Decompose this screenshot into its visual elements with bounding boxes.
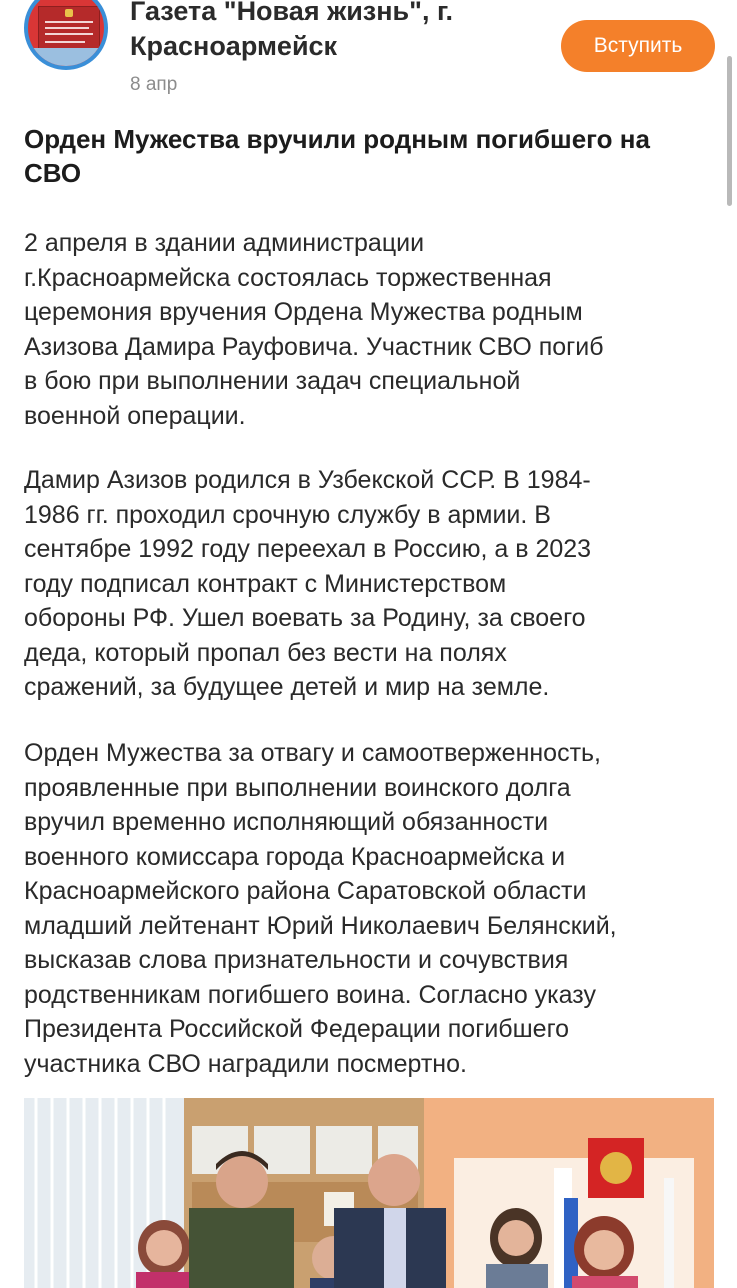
channel-name[interactable]: Газета "Новая жизнь", г. Красноармейск xyxy=(130,0,453,61)
post-paragraph: Дамир Азизов родился в Узбекской ССР. В 1984- 1986 гг. проходил срочную службу в армии. В сентябре 1992 году переехал в Россию, а в 2023 году подписал контракт с Министерством обороны РФ. Ушел воевать за Родину, за своего деда, который пропал без вести на полях сражений, за будущее детей и мир на земле. xyxy=(24,466,592,701)
join-button[interactable]: Вступить xyxy=(561,20,715,72)
ceremony-photo-image xyxy=(24,1098,714,1288)
post-title: Орден Мужества вручили родным погибшего на СВО xyxy=(24,124,650,188)
post-header xyxy=(0,0,737,110)
post-date: 8 апр xyxy=(130,74,178,95)
post-paragraph: 2 апреля в здании администрации г.Красноармейска состоялась торжественная церемония вручения Ордена Мужества родным Азизова Дамира Рауфовича. Участник СВО погиб в бою при выполнении задач специальной военной операции. xyxy=(24,229,604,430)
channel-avatar[interactable] xyxy=(24,0,108,70)
scrollbar[interactable] xyxy=(727,56,732,206)
newspaper-sign-image xyxy=(38,6,100,52)
post-paragraph: Орден Мужества за отвагу и самоотверженность, проявленные при выполнении воинского долга вручил временно исполняющий обязанности военного комиссара города Красноармейска и Красноармейского района Саратовской области младший лейтенант Юрий Николаевич Белянский, высказав слова признательности и сочувствия родственникам погибшего воина. Согласно указу Президента Российской Федерации погибшего участника СВО наградили посмертно. xyxy=(24,739,617,1078)
post-photo[interactable] xyxy=(24,1098,714,1288)
